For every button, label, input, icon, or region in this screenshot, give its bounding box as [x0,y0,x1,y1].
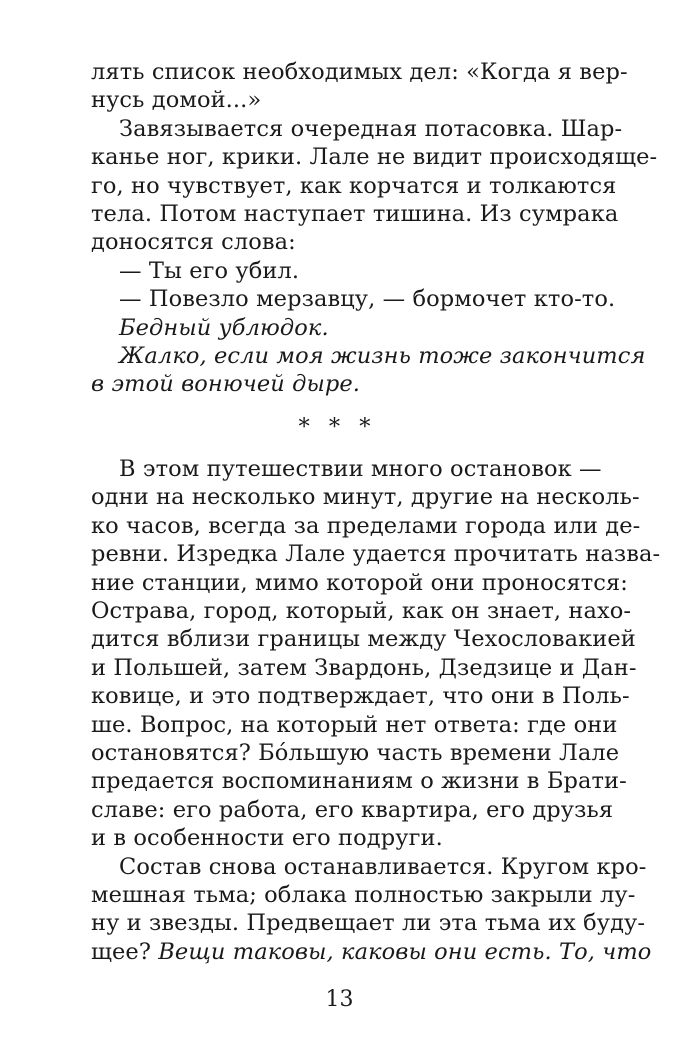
text-line: лять список необходимых дел: «Когда я вер- [91,59,628,85]
paragraph-4 [91,853,652,967]
page-number: 13 [325,987,354,1012]
text-line: и Польшей, затем Звардонь, Дзедзице и Дан- [91,654,637,681]
plain-text: щее? [91,938,159,965]
text-line: Острава, город, который, как он знает, нахо- [91,598,632,625]
text-line: — Повезло мерзавцу, — бормочет кто-то. [119,286,616,313]
text-line [91,938,652,966]
text-line: доносятся слова: [91,229,296,256]
dialogue-line-2 [91,285,616,313]
text-line: канье ног, крики. Лале не видит происходяще- [91,144,658,171]
text-line: ну и звезды. Предвещает ли эта тьма их буду- [91,910,646,937]
text-line: одни на несколько минут, другие на несколь- [91,484,640,511]
text-line: В этом путешествии много остановок — [119,456,602,483]
page-body [91,58,661,966]
text-line: остановятся? Бóльшую часть времени Лале [91,739,620,766]
text-line: нусь домой...» [91,87,262,114]
italic-text: Вещи таковы, каковы они есть. То, что [158,938,652,965]
text-line: — Ты его убил. [119,257,300,284]
text-line: предается воспоминаниям о жизни в Брати- [91,768,627,795]
section-separator: * * * [298,413,377,440]
text-line: Завязывается очередная потасовка. Шар- [119,115,623,142]
text-line: Состав снова останавливается. Кругом кро- [119,853,647,880]
text-line: ковице, и это подтверждает, что они в Поль- [91,683,630,710]
text-line: го, но чувствует, как корчатся и толкаются [91,172,617,199]
text-line: дится вблизи границы между Чехословакией [91,626,636,653]
italic-thought-2 [91,342,646,399]
text-line: в этой вонючей дыре. [91,371,361,398]
paragraph-1 [91,58,628,115]
text-line: ние станции, мимо которой они проносятся: [91,569,628,596]
text-line: Бедный ублюдок. [119,314,329,341]
text-line: славе: его работа, его квартира, его друзья [91,796,614,823]
text-line: ревни. Изредка Лале удается прочитать назва- [91,541,661,568]
text-line: мешная тьма; облака полностью закрыли лу- [91,881,636,908]
dialogue-line-1 [91,257,584,285]
text-line: ко часов, всегда за пределами города или де- [91,512,641,539]
paragraph-2 [91,115,658,257]
italic-thought-1 [91,314,584,342]
text-line: Жалко, если моя жизнь тоже закончится [119,342,646,369]
text-line: ше. Вопрос, на который нет ответа: где они [91,711,618,738]
paragraph-3 [91,455,661,852]
text-line: тела. Потом наступает тишина. Из сумрака [91,200,619,227]
text-line: и в особенности его подруги. [91,825,443,852]
